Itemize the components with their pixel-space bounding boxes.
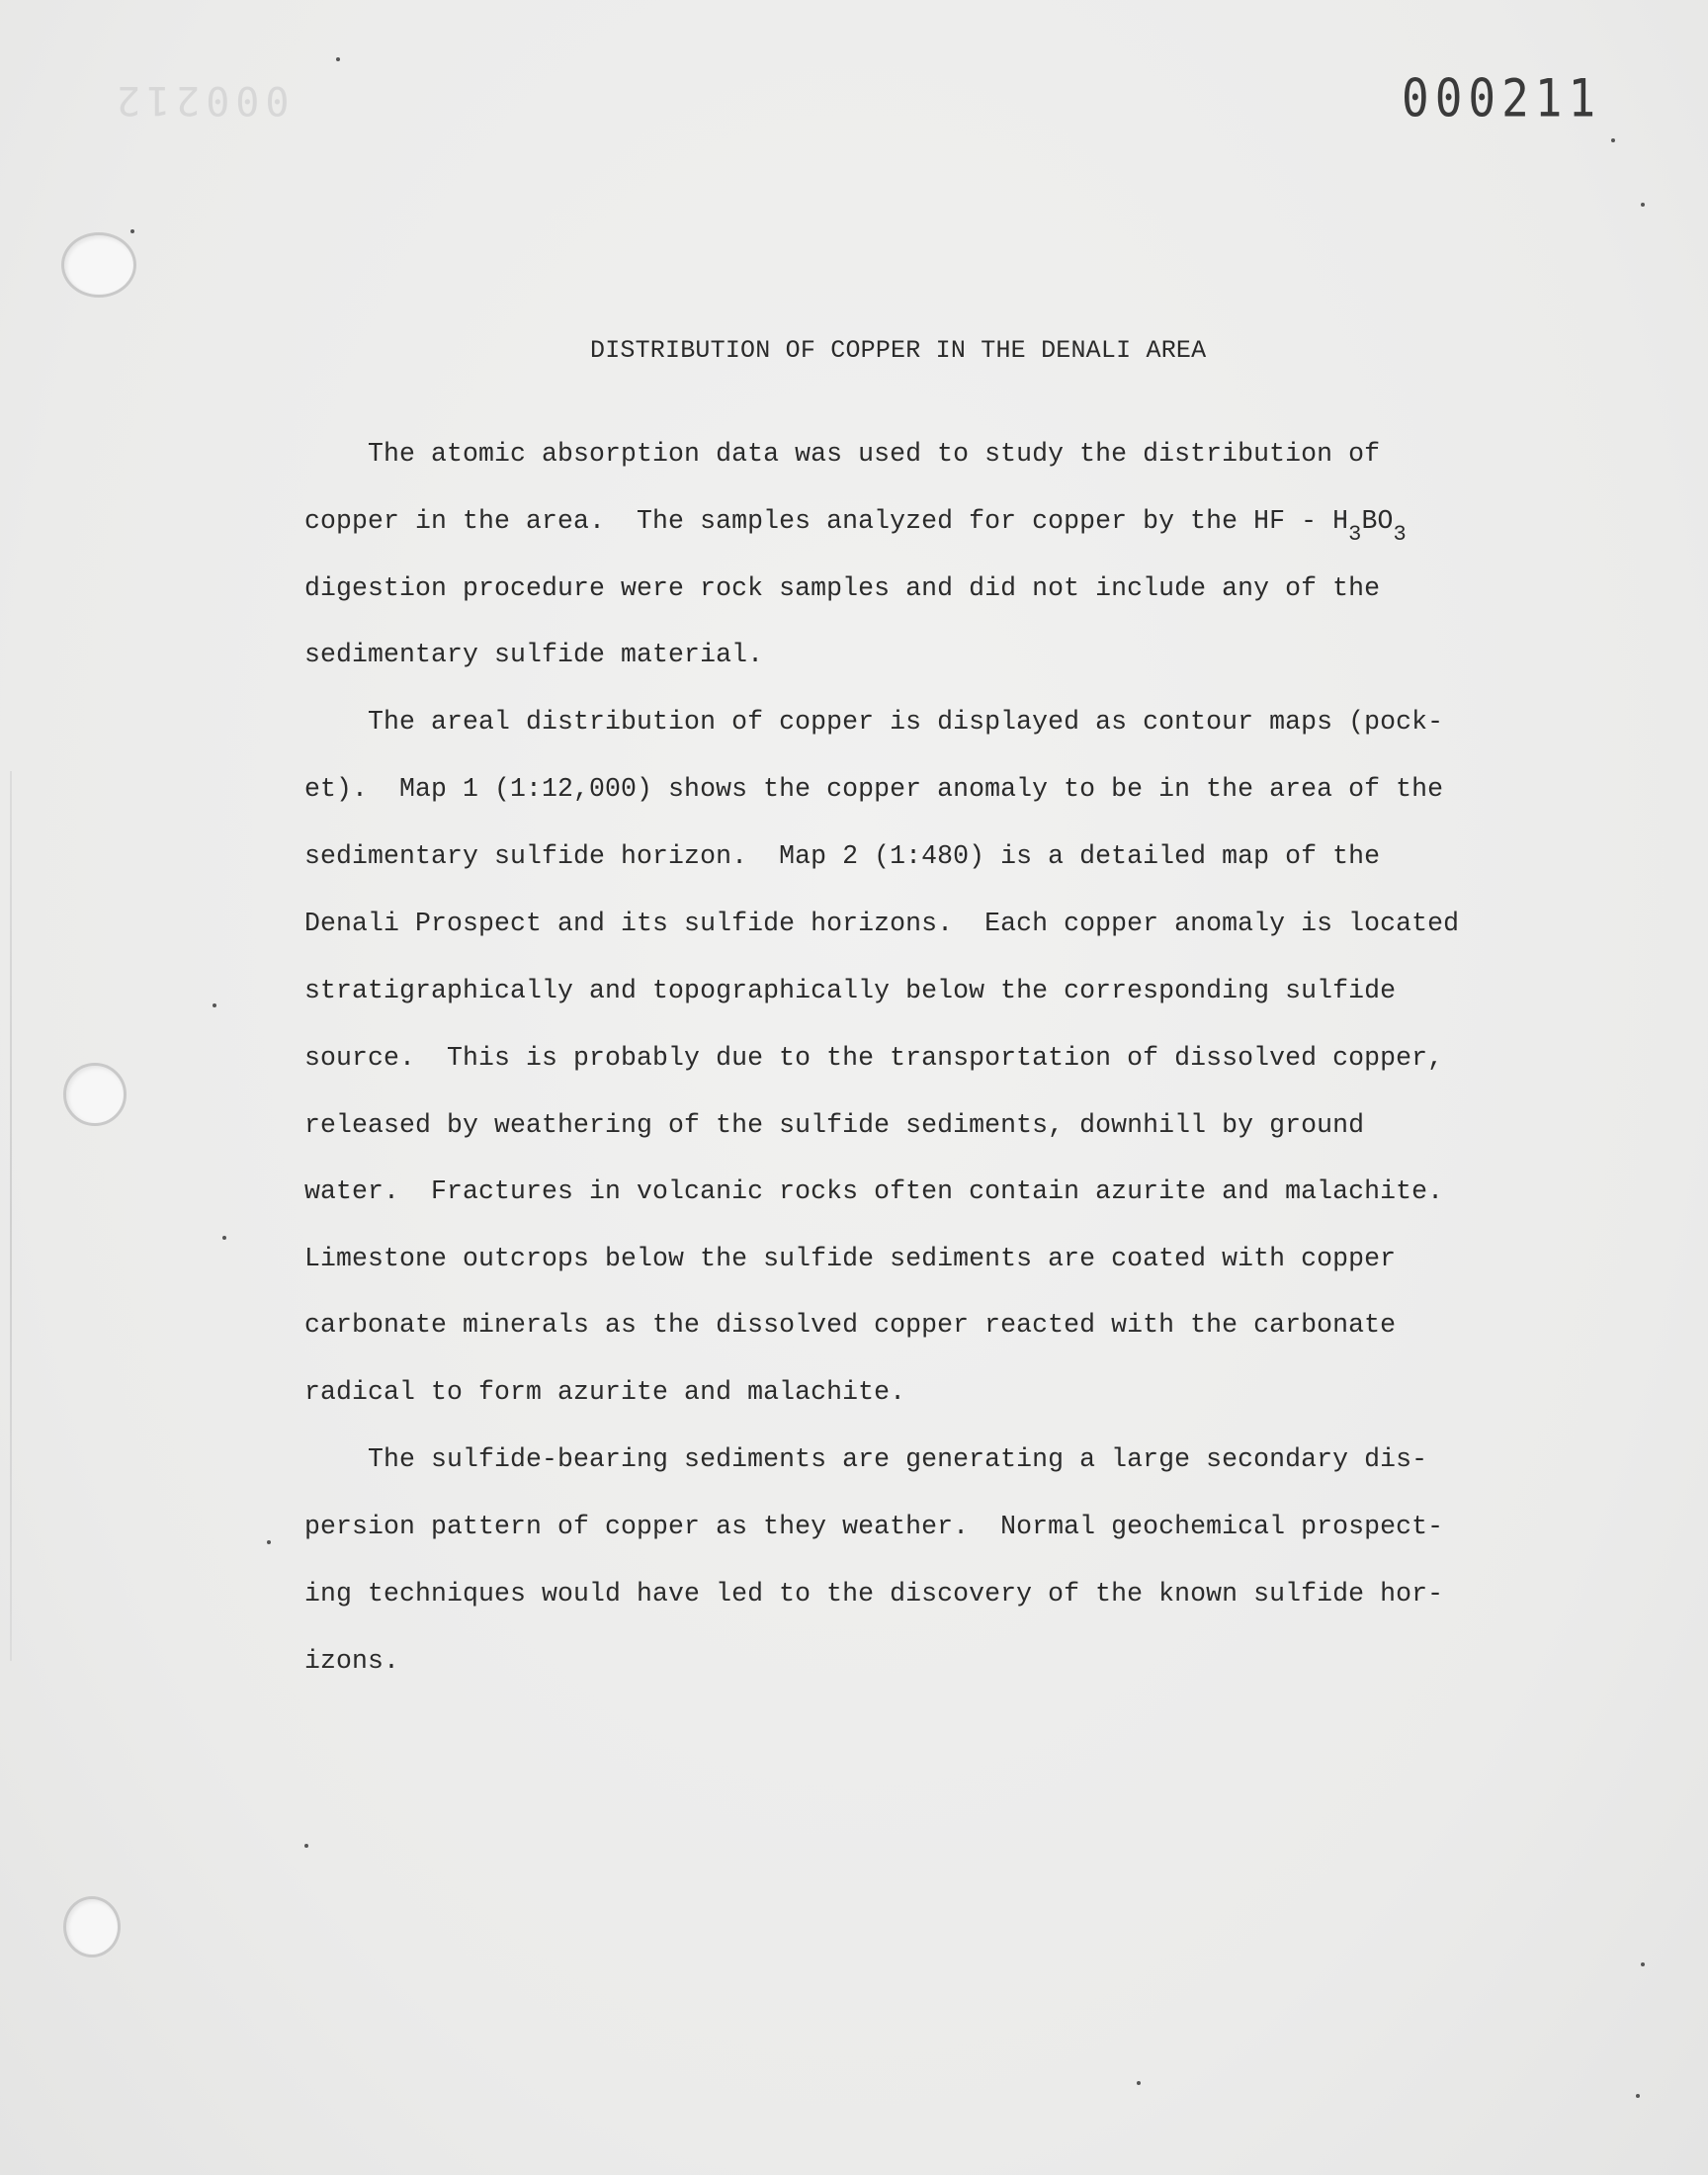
- p2-line-3: sedimentary sulfide horizon. Map 2 (1:480) is a detailed map of the: [304, 841, 1381, 871]
- p2-line-11: radical to form azurite and malachite.: [304, 1377, 906, 1407]
- subscript: 3: [1393, 522, 1407, 547]
- punch-hole-middle: [63, 1063, 127, 1126]
- scan-speck: [1641, 1962, 1645, 1966]
- p3-line-3: ing techniques would have led to the discovery of the known sulfide hor-: [304, 1579, 1444, 1609]
- punch-hole-bottom: [63, 1896, 121, 1958]
- scan-speck: [213, 1003, 216, 1007]
- scan-speck: [1611, 138, 1615, 142]
- subscript: 3: [1348, 522, 1362, 547]
- scan-speck: [130, 229, 134, 233]
- p2-line-10: carbonate minerals as the dissolved copper reacted with the carbonate: [304, 1310, 1397, 1340]
- punch-hole-top: [61, 232, 136, 298]
- p1-line-1: The atomic absorption data was used to study the distribution of: [304, 439, 1381, 469]
- page-number: 000211: [1402, 66, 1602, 130]
- bleed-through-page-number: 000212: [111, 77, 290, 123]
- scan-speck: [1636, 2094, 1640, 2098]
- p2-line-8: water. Fractures in volcanic rocks often contain azurite and malachite.: [304, 1176, 1444, 1206]
- p1-line-3: digestion procedure were rock samples and did not include any of the: [304, 573, 1381, 603]
- scan-speck: [267, 1540, 271, 1544]
- p3-line-4: izons.: [304, 1646, 400, 1676]
- p3-line-2: persion pattern of copper as they weather. Normal geochemical prospect-: [304, 1512, 1444, 1541]
- page-edge-shadow: [10, 771, 12, 1661]
- scan-speck: [222, 1236, 226, 1240]
- document-title: DISTRIBUTION OF COPPER IN THE DENALI AREA: [590, 336, 1207, 365]
- p2-line-7: released by weathering of the sulfide sediments, downhill by ground: [304, 1110, 1365, 1140]
- p1-line-2: copper in the area. The samples analyzed for copper by the HF - $H_3BO_3$: [304, 506, 1407, 547]
- p2-line-2: et). Map 1 (1:12,000) shows the copper anomaly to be in the area of the: [304, 774, 1444, 804]
- scan-speck: [1641, 203, 1645, 207]
- p2-line-6: source. This is probably due to the transportation of dissolved copper,: [304, 1043, 1444, 1073]
- p3-line-1: The sulfide-bearing sediments are generating a large secondary dis-: [304, 1444, 1428, 1474]
- scan-speck: [304, 1844, 308, 1848]
- p2-line-4: Denali Prospect and its sulfide horizons. Each copper anomaly is located: [304, 909, 1460, 938]
- p2-line-1: The areal distribution of copper is displayed as contour maps (pock-: [304, 707, 1444, 737]
- scan-speck: [336, 57, 340, 61]
- scan-speck: [1137, 2081, 1141, 2085]
- p2-line-9: Limestone outcrops below the sulfide sediments are coated with copper: [304, 1244, 1397, 1273]
- p1-line-4: sedimentary sulfide material.: [304, 640, 764, 669]
- p2-line-5: stratigraphically and topographically below the corresponding sulfide: [304, 976, 1397, 1005]
